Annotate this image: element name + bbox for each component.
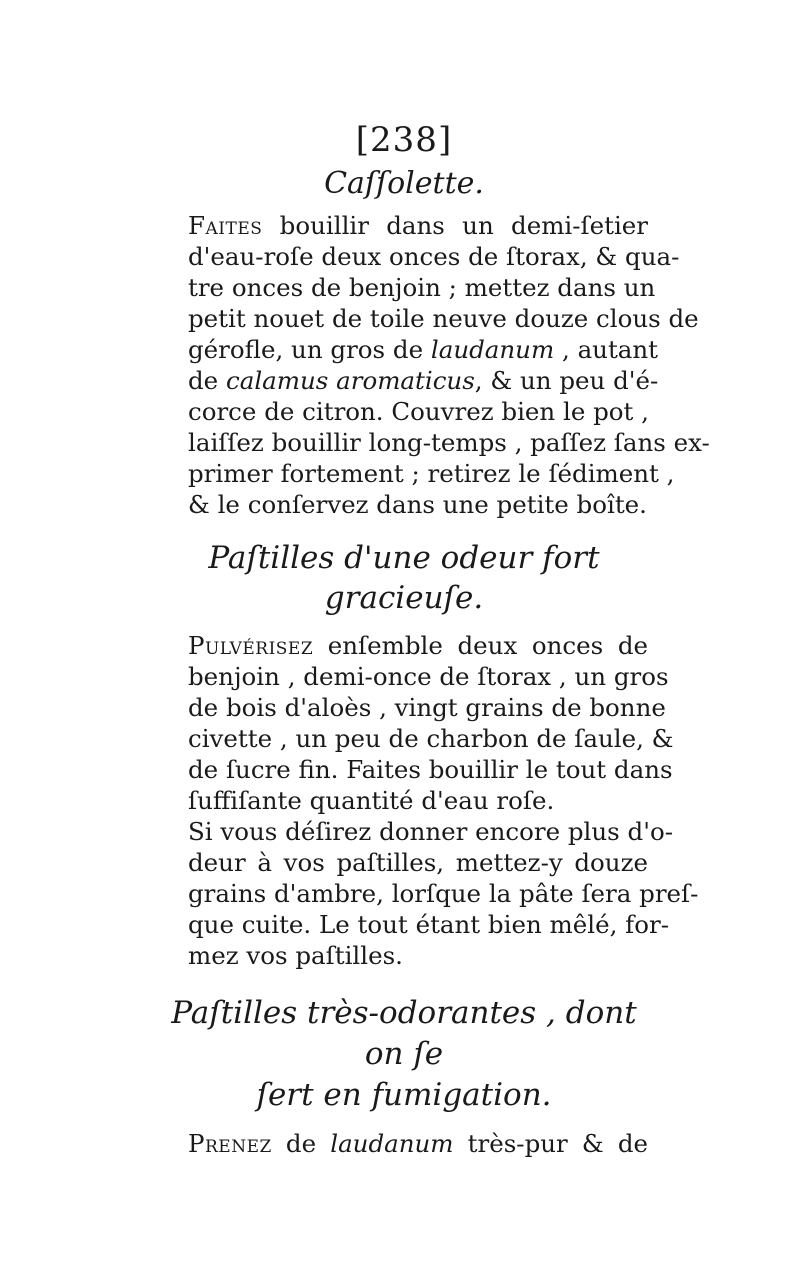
- small-caps-lead: Faites: [188, 211, 263, 240]
- text-run: , & un peu d'é-: [474, 366, 659, 395]
- section-heading-cassolette: Caſſolette.: [324, 166, 484, 201]
- text-run: Si vous déſirez donner encore plus d'o-: [188, 817, 673, 846]
- text-run: primer fortement ; retirez le ſédiment ,: [188, 459, 675, 488]
- italic-term: laudanum: [330, 1129, 454, 1158]
- text-line: [160, 427, 710, 458]
- text-line: [160, 785, 648, 816]
- text-line: [160, 396, 648, 427]
- text-run: d'eau-roſe deux onces de ſtorax, & qua-: [188, 242, 680, 271]
- text-line: [160, 630, 648, 661]
- text-line: [160, 334, 659, 365]
- text-run: petit nouet de toile neuve douze clous de: [188, 304, 699, 333]
- text-line: [160, 878, 699, 909]
- text-run: gérofle, un gros de: [188, 335, 431, 364]
- text-line: [160, 303, 699, 334]
- text-run: de ſucre fin. Faites bouillir le tout dans: [188, 755, 673, 784]
- text-run: civette , un peu de charbon de ſaule, &: [188, 724, 674, 753]
- section-heading-pastilles-gracieuse: Paſtilles d'une odeur fort gracieuſe.: [208, 540, 600, 616]
- text-line: [160, 754, 673, 785]
- text-line: [160, 692, 666, 723]
- italic-term: calamus aromaticus: [225, 366, 475, 395]
- text-line: [160, 489, 648, 520]
- text-run: tre onces de benjoin ; mettez dans un: [188, 273, 656, 302]
- text-run: , autant: [554, 335, 659, 364]
- text-line: [160, 458, 675, 489]
- paragraph-prenez: [160, 1128, 648, 1159]
- text-line: [160, 272, 656, 303]
- text-line: [160, 940, 648, 971]
- text-run: de: [188, 366, 226, 395]
- paragraph-cassolette: [160, 210, 710, 520]
- heading-line: Paſtilles très-odorantes , dont on ſe: [171, 995, 637, 1072]
- text-run: benjoin , demi-once de ſtorax , un gros: [188, 662, 669, 691]
- text-run: que cuite. Le tout étant bien mêlé, for-: [188, 910, 669, 939]
- text-line: [160, 210, 648, 241]
- text-run: ſuffiſante quantité d'eau roſe.: [188, 786, 555, 815]
- text-run: laiſſez bouillir long-temps , paſſez ſans ex-: [188, 428, 710, 457]
- text-run: de bois d'aloès , vingt grains de bonne: [188, 693, 666, 722]
- text-run: de: [271, 1129, 331, 1158]
- heading-line: ſert en fumigation.: [256, 1077, 552, 1113]
- text-column: [160, 118, 710, 1159]
- text-line: [160, 847, 648, 878]
- text-run: & le conſervez dans une petite boîte.: [188, 490, 647, 519]
- text-line: [160, 816, 673, 847]
- text-line: [160, 241, 680, 272]
- section-heading-pastilles-odorantes: [160, 993, 648, 1116]
- small-caps-lead: Pulvérisez: [188, 631, 314, 660]
- text-line: [160, 661, 669, 692]
- page-number: [238]: [355, 120, 453, 160]
- text-line: [160, 909, 669, 940]
- text-run: mez vos paſtilles.: [188, 941, 403, 970]
- text-line: [160, 723, 674, 754]
- paragraph-pastilles-2: [160, 816, 699, 971]
- text-run: corce de citron. Couvrez bien le pot ,: [188, 397, 649, 426]
- text-run: bouillir dans un demi-ſetier: [262, 211, 648, 240]
- text-run: très-pur & de: [453, 1129, 648, 1158]
- text-run: enſemble deux onces de: [313, 631, 648, 660]
- text-run: grains d'ambre, lorſque la pâte ſera preſ-: [188, 879, 699, 908]
- text-line: [160, 365, 659, 396]
- small-caps-lead: Prenez: [188, 1129, 272, 1158]
- paragraph-pastilles-1: [160, 630, 674, 816]
- italic-term: laudanum: [430, 335, 555, 364]
- text-line: [160, 1128, 648, 1159]
- text-run: deur à vos paſtilles, mettez-y douze: [188, 848, 648, 877]
